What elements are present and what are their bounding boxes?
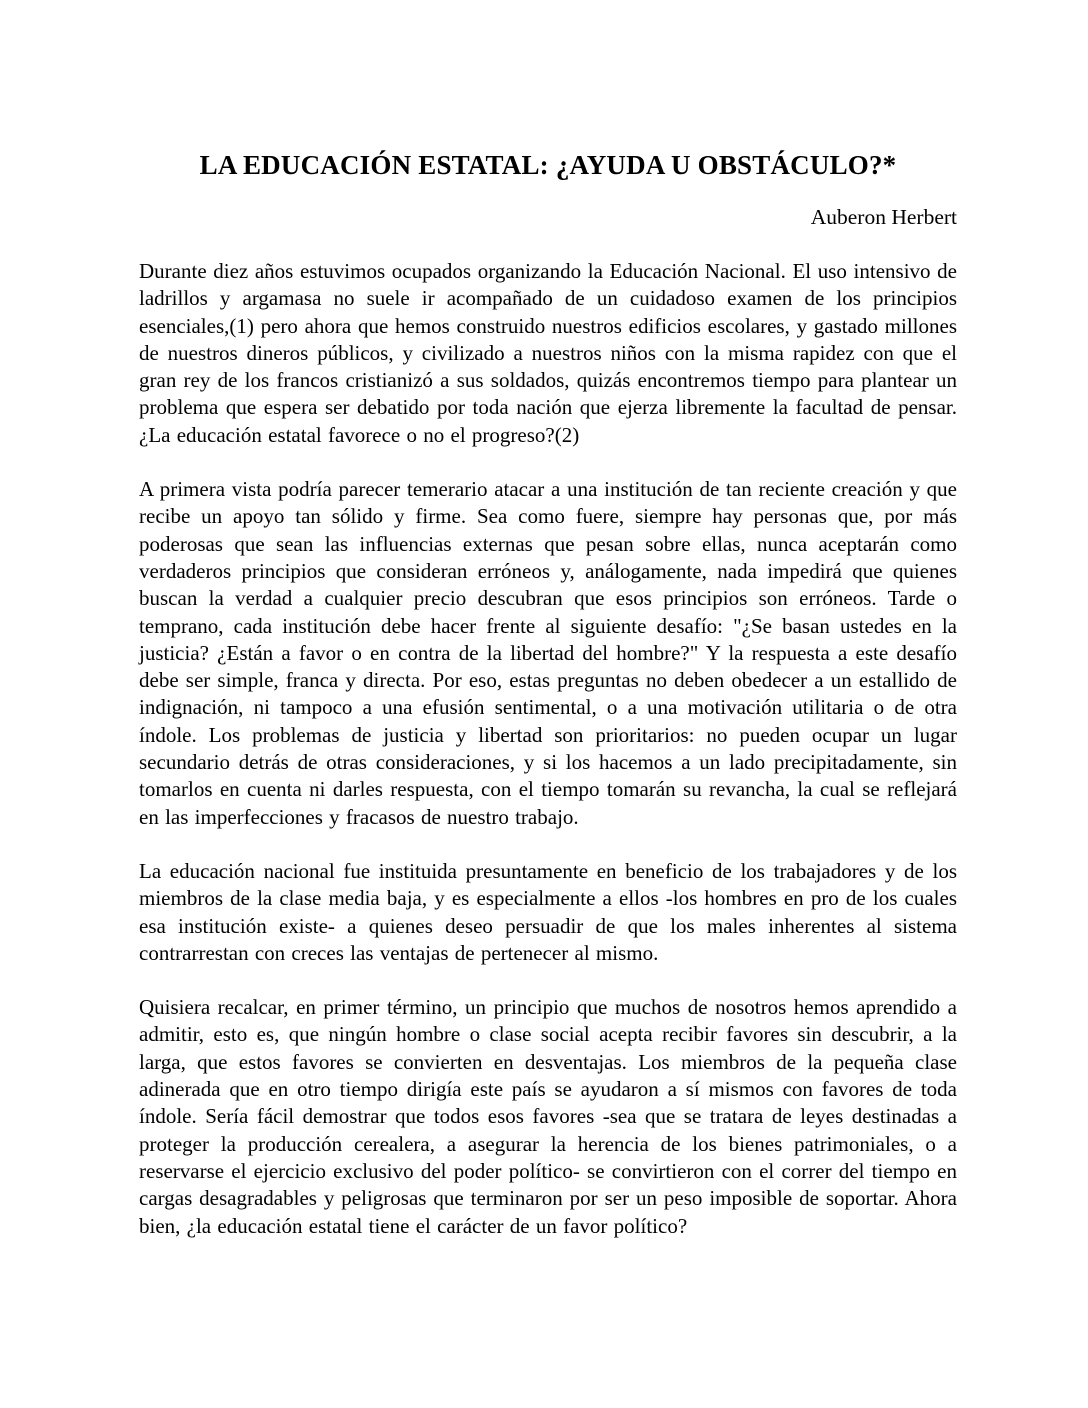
document-title: LA EDUCACIÓN ESTATAL: ¿AYUDA U OBSTÁCULO?*	[199, 150, 897, 180]
paragraph-2: A primera vista podría parecer temerario atacar a una institución de tan reciente creación y que recibe un apoyo tan sólido y firme. Sea como fuere, siempre hay personas que, por más poderosas que sean las influencias externas que pesan sobre ellas, nunca aceptarán como verdaderos principios que consideran erróneos y, análogamente, nada impedirá que quienes buscan la verdad a cualquier precio descubran que esos principios son erróneos. Tarde o temprano, cada institución debe hacer frente al siguiente desafío: "¿Se basan ustedes en la justicia? ¿Están a favor o en contra de la libertad del hombre?" Y la respuesta a este desafío debe ser simple, franca y directa. Por eso, estas preguntas no deben obedecer a un estallido de indignación, ni tampoco a una efusión sentimental, o a una motivación utilitaria o de otra índole. Los problemas de justicia y libertad son prioritarios: no pueden ocupar un lugar secundario detrás de otras consideraciones, y si los hacemos a un lado precipitadamente, sin tomarlos en cuenta ni darles respuesta, con el tiempo tomarán su revancha, la cual se reflejará en las imperfecciones y fracasos de nuestro trabajo.	[139, 477, 957, 829]
paragraph-1: Durante diez años estuvimos ocupados organizando la Educación Nacional. El uso intensivo de ladrillos y argamasa no suele ir acompañado de un cuidadoso examen de los principios esenciales,(1) pero ahora que hemos construido nuestros edificios escolares, y gastado millones de nuestros dineros públicos, y civilizado a nuestros niños con la misma rapidez con que el gran rey de los francos cristianizó a sus soldados, quizás encontremos tiempo para plantear un problema que espera ser debatido por toda nación que ejerza libremente la facultad de pensar. ¿La educación estatal favorece o no el progreso?(2)	[139, 259, 957, 447]
document-content	[139, 0, 957, 1240]
body-text	[139, 258, 957, 1240]
author-byline: Auberon Herbert	[810, 205, 957, 229]
paragraph-3: La educación nacional fue instituida presuntamente en beneficio de los trabajadores y de los miembros de la clase media baja, y es especialmente a ellos -los hombres en pro de los cuales esa institución existe- a quienes deseo persuadir de que los males inherentes al sistema contrarrestan con creces las ventajas de pertenecer al mismo.	[139, 858, 957, 965]
paragraph-4: Quisiera recalcar, en primer término, un principio que muchos de nosotros hemos aprendido a admitir, esto es, que ningún hombre o clase social acepta recibir favores sin descubrir, a la larga, que estos favores se convierten en desventajas. Los miembros de la pequeña clase adinerada que en otro tiempo dirigía este país se ayudaron a sí mismos con favores de toda índole. Sería fácil demostrar que todos esos favores -sea que se tratara de leyes destinadas a proteger la producción cerealera, a asegurar la herencia de los bienes patrimoniales, o a reservarse el ejercicio exclusivo del poder político- se convirtieron con el correr del tiempo en cargas desagradables y peligrosas que terminaron por ser un peso imposible de soportar. Ahora bien, ¿la educación estatal tiene el carácter de un favor político?	[139, 995, 957, 1238]
